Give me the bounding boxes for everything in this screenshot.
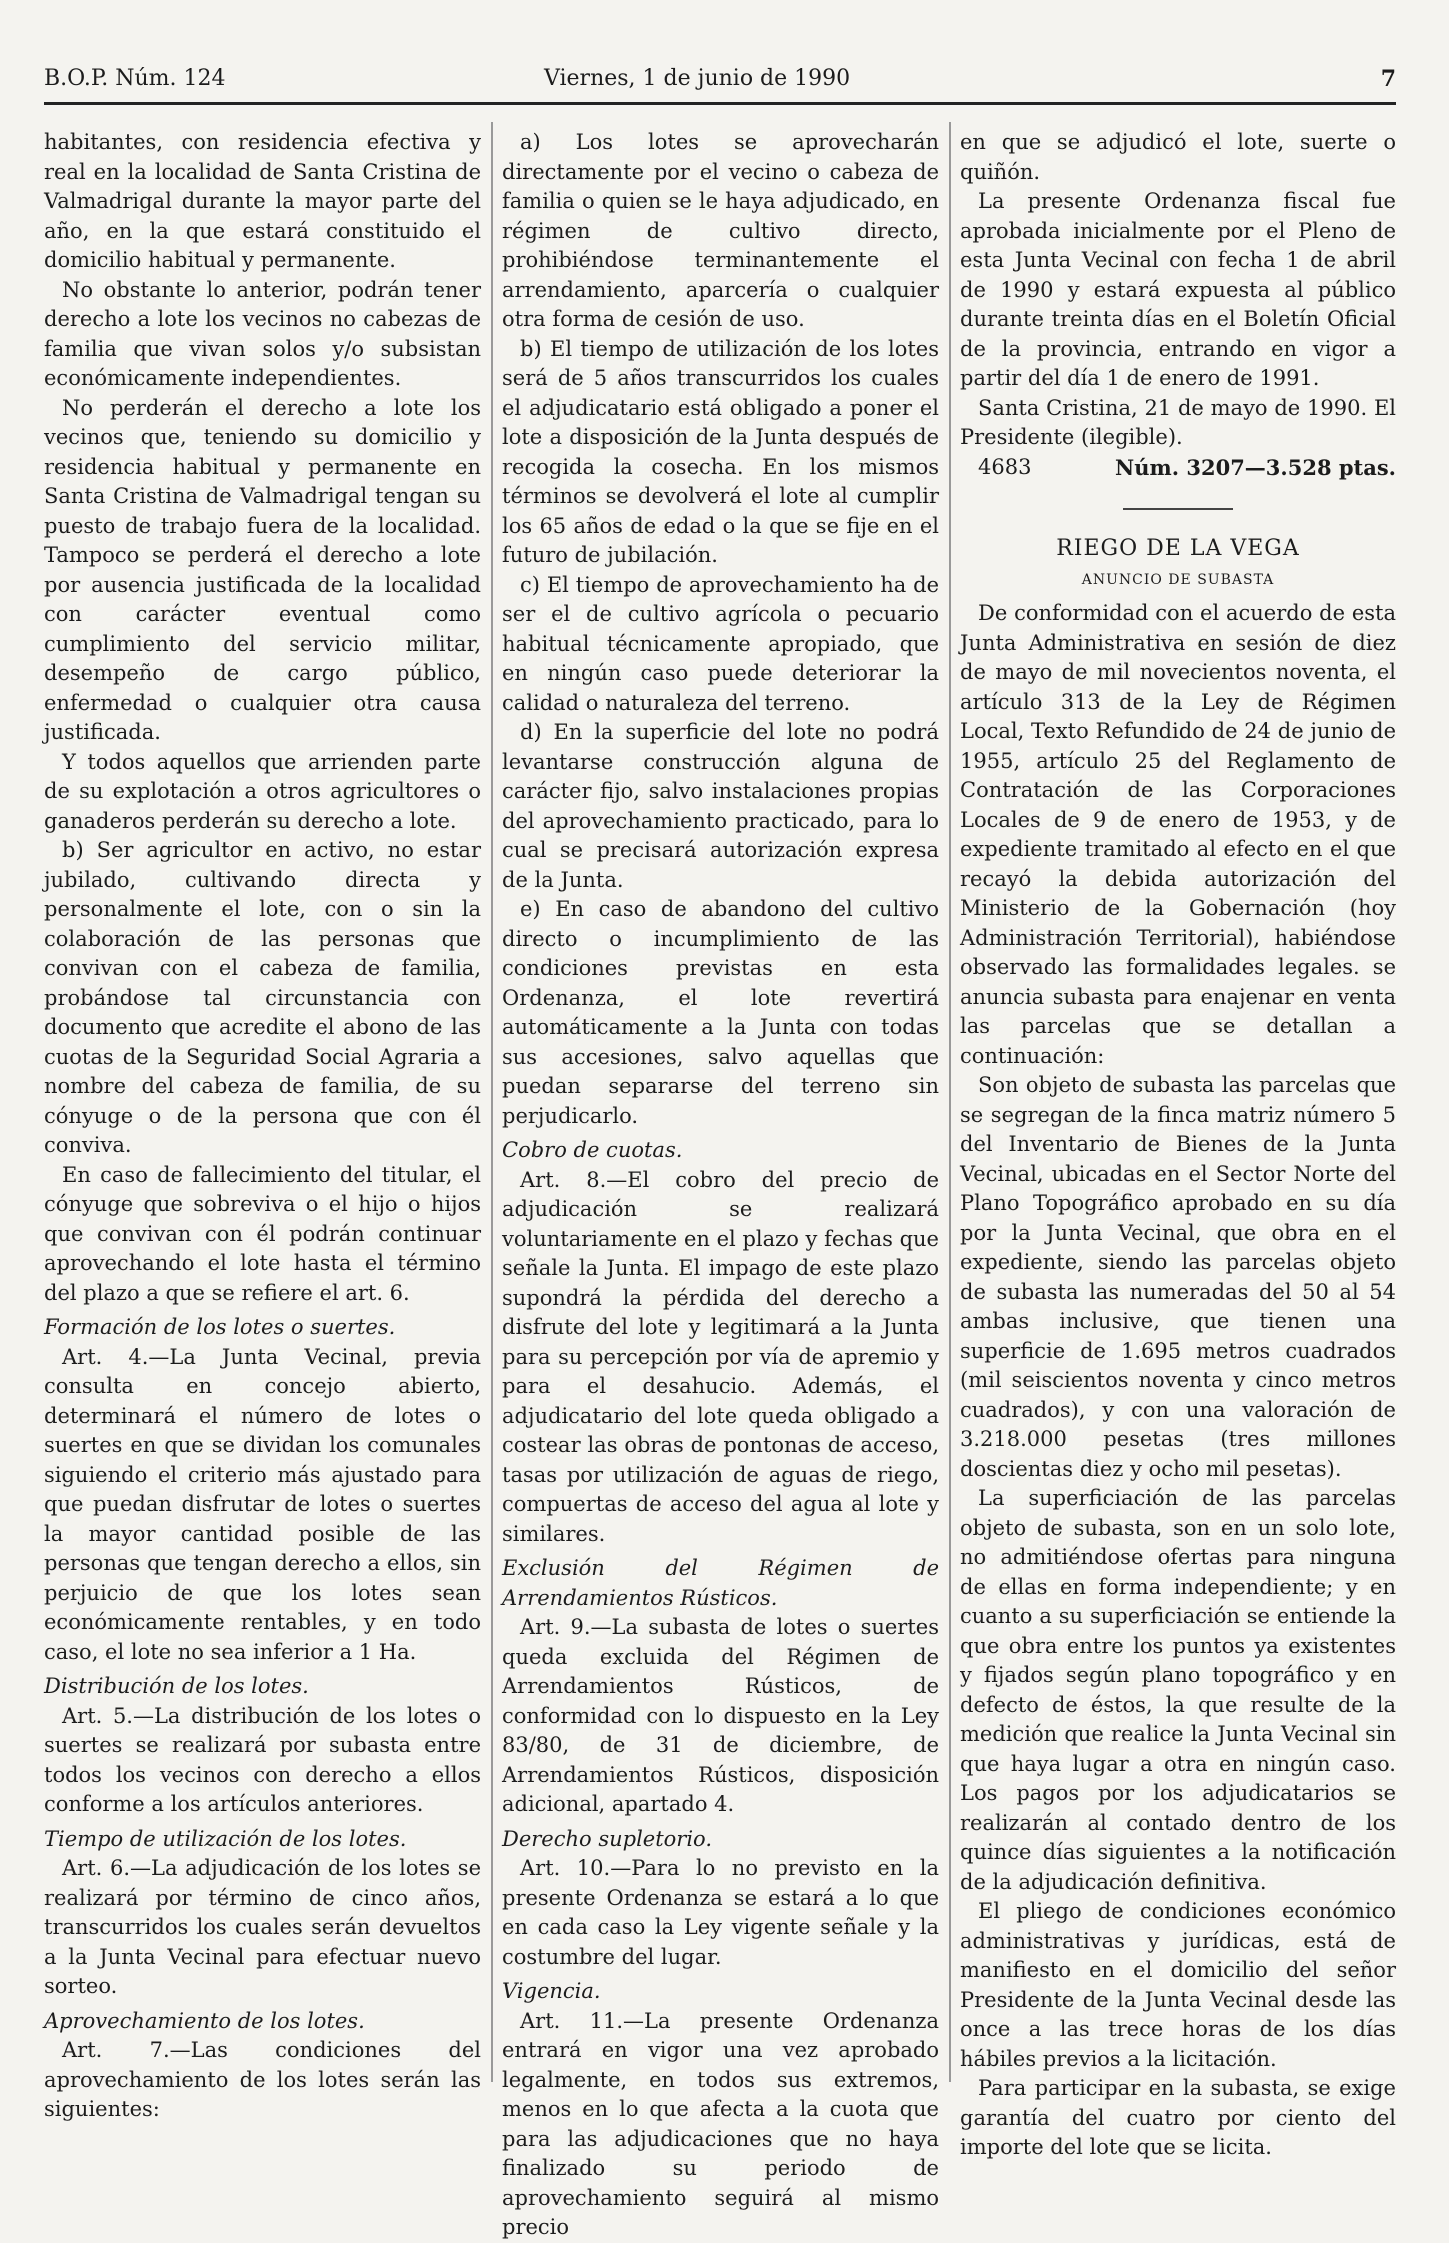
column-divider [491, 122, 493, 2082]
column-3 [960, 128, 1396, 2159]
paragraph: Son objeto de subasta las parcelas que se segregan de la finca matriz número 5 del Inventario de Bienes de la Junta Vecinal, ubicadas en el Sector Norte del Plano Topográfico aprobado en su día por la Junta Vecinal, que obra en el expediente, siendo las parcelas objeto de subasta las numeradas del 50 al 54 ambas inclusive, que tienen una superficie de 1.695 metros cuadrados (mil seiscientos noventa y cinco metros cuadrados), y con una valoración de 3.218.000 pesetas (tres millones doscientas diez y ocho mil pesetas). [960, 1073, 1396, 1481]
section-subtitle: ANUNCIO DE SUBASTA [1081, 571, 1275, 588]
paragraph: Art. 6.—La adjudicación de los lotes se realizará por término de cinco años, transcurridos los cuales serán devueltos a la Junta Vecinal para efectuar nuevo sorteo. [44, 1856, 481, 1998]
section-heading: Cobro de cuotas. [502, 1138, 683, 1162]
paragraph: en que se adjudicó el lote, suerte o quiñón. [960, 130, 1396, 184]
paragraph: La superficiación de las parcelas objeto de subasta, son en un solo lote, no admitiéndose ofertas para ninguna de ellas en forma independiente; y en cuanto a su superficiación se entiende la que obra entre los puntos ya existentes y fijados según plano topográfico y en defecto de éstos, la que resulte de la medición que realice la Junta Vecinal sin que haya lugar a otra en ningún caso. Los pagos por los adjudicatarios se realizarán al contado dentro de los quince días siguientes a la notificación de la adjudicación definitiva. [960, 1486, 1396, 1894]
section-heading: Formación de los lotes o suertes. [44, 1315, 396, 1339]
paragraph: No perderán el derecho a lote los vecinos que, teniendo su domicilio y residencia habitual y permanente en Santa Cristina de Valmadrigal tengan su puesto de trabajo fuera de la localidad. Tampoco se perderá el derecho a lote por ausencia justificada de la localidad con carácter eventual como cumplimiento del servicio militar, desempeño de cargo público, enfermedad o cualquier otra causa justificada. [44, 395, 481, 744]
paragraph: Art. 8.—El cobro del precio de adjudicación se realizará voluntariamente en el plazo y fechas que señale la Junta. El impago de este plazo supondrá la pérdida del derecho a disfrute del lote y legitimará a la Junta para su percepción por vía de apremio y para el desahucio. Además, el adjudicatario del lote queda obligado a costear las obras de pontonas de acceso, tasas por utilización de aguas de riego, compuertas de acceso del agua al lote y similares. [502, 1167, 939, 1546]
paragraph: Art. 10.—Para lo no previsto en la presente Ordenanza se estará a lo que en cada caso la Ley vigente señale y la costumbre del lugar. [502, 1856, 939, 1969]
paragraph: habitantes, con residencia efectiva y real en la localidad de Santa Cristina de Valmadrigal durante la mayor parte del año, en la que estará constituido el domicilio habitual y permanente. [44, 130, 481, 272]
paragraph: Art. 5.—La distribución de los lotes o suertes se realizará por subasta entre todos los vecinos con derecho a ellos conforme a los artículos anteriores. [44, 1703, 481, 1816]
section-heading: Tiempo de utilización de los lotes. [44, 1826, 407, 1851]
paragraph: No obstante lo anterior, podrán tener derecho a lote los vecinos no cabezas de familia que vivan solos y/o subsistan económicamente independientes. [44, 277, 481, 390]
paragraph: a) Los lotes se aprovecharán directamente por el vecino o cabeza de familia o quien se le haya adjudicado, en régimen de cultivo directo, prohibiéndose terminantemente el arrendamiento, aparcería o cualquier otra forma de cesión de uso. [502, 130, 939, 331]
paragraph: Art. 4.—La Junta Vecinal, previa consulta en concejo abierto, determinará el número de lotes o suertes en que se dividan los comunales siguiendo el criterio más ajustado para que puedan disfrutar de lotes o suertes la mayor cantidad posible de las personas que tengan derecho a ellos, sin perjuicio de que los lotes sean económicamente rentables, y en todo caso, el lote no sea inferior a 1 Ha. [44, 1344, 481, 1664]
paragraph: b) Ser agricultor en activo, no estar jubilado, cultivando directa y personalmente el lote, con o sin la colaboración de las personas que convivan con el cabeza de familia, probándose tal circunstancia con documento que acredite el abono de las cuotas de la Seguridad Social Agraria a nombre del cabeza de familia, de su cónyuge o de la persona que con él conviva. [44, 838, 481, 1157]
paragraph: Art. 9.—La subasta de lotes o suertes queda excluida del Régimen de Arrendamientos Rústicos, de conformidad con lo dispuesto en la Ley 83/80, de 31 de diciembre, de Arrendamientos Rústicos, disposición adicional, apartado 4. [502, 1615, 939, 1816]
paragraph: La presente Ordenanza fiscal fue aprobada inicialmente por el Pleno de esta Junta Vecinal con fecha 1 de abril de 1990 y estará expuesta al público durante treinta días en el Boletín Oficial de la provincia, entrando en vigor a partir del día 1 de enero de 1991. [960, 189, 1396, 390]
section-heading: Distribución de los lotes. [44, 1674, 309, 1698]
fee-notice: Núm. 3207—3.528 ptas. [1115, 454, 1396, 480]
column-1 [44, 128, 481, 2121]
paragraph: e) En caso de abandono del cultivo directo o incumplimiento de las condiciones previstas en esta Ordenanza, el lote revertirá automáticamente a la Junta con todas sus accesiones, salvo aquellas que puedan separarse del terreno sin perjudicarlo. [502, 897, 939, 1128]
signature-line: Santa Cristina, 21 de mayo de 1990. El Presidente (ilegible). [960, 395, 1396, 449]
section-divider [1123, 508, 1233, 510]
paragraph: El pliego de condiciones económico administrativas y jurídicas, está de manifiesto en el domicilio del señor Presidente de la Junta Vecinal desde las once a las trece horas de los días hábiles previos a la licitación. [960, 1899, 1396, 2071]
paragraph: En caso de fallecimiento del titular, el cónyuge que sobreviva o el hijo o hijos que convivan con él podrán continuar aprovechando el lote hasta el término del plazo a que se refiere el art. 6. [44, 1162, 481, 1305]
section-heading: Aprovechamiento de los lotes. [44, 2008, 365, 2033]
header-rule [44, 102, 1396, 105]
paragraph: Y todos aquellos que arrienden parte de su explotación a otros agricultores o ganaderos perderán su derecho a lote. [44, 749, 481, 833]
paragraph: d) En la superficie del lote no podrá levantarse construcción alguna de carácter fijo, salvo instalaciones propias del aprovechamiento practicado, para lo cual se precisará autorización expresa de la Junta. [502, 720, 939, 892]
paragraph: Art. 11.—La presente Ordenanza entrará en vigor una vez aprobado legalmente, en todos sus extremos, menos en lo que afecta a la cuota que para las adjudicaciones que no haya finalizado su periodo de aprovechamiento seguirá al mismo precio [502, 2008, 939, 2239]
reference-number: 4683 [978, 454, 1032, 479]
section-heading: Derecho supletorio. [502, 1826, 713, 1851]
page-number: 7 [1380, 66, 1396, 92]
paragraph: c) El tiempo de aprovechamiento ha de ser el de cultivo agrícola o pecuario habitual técnicamente apropiado, que en ningún caso puede deteriorar la calidad o naturaleza del terreno. [502, 572, 939, 715]
paragraph: Art. 7.—Las condiciones del aprovechamiento de los lotes serán las siguientes: [44, 2038, 481, 2121]
column-2 [502, 128, 939, 2239]
section-heading: Vigencia. [502, 1979, 601, 2003]
page-header [44, 60, 1396, 100]
paragraph: Para participar en la subasta, se exige garantía del cuatro por ciento del importe del lote que se licita. [960, 2076, 1396, 2159]
paragraph: De conformidad con el acuerdo de esta Junta Administrativa en sesión de diez de mayo de mil novecientos noventa, el artículo 313 de la Ley de Régimen Local, Texto Refundido de 24 de junio de 1955, artículo 25 del Reglamento de Contratación de las Corporaciones Locales de 9 de enero de 1953, y de expediente tramitado al efecto en el que recayó la debida autorización del Ministerio de la Gobernación (hoy Administración Territorial), habiéndose observado las formalidades legales. se anuncia subasta para enajenar en venta las parcelas que se detallan a continuación: [960, 601, 1396, 1068]
reference-line [960, 453, 1396, 483]
issue-date: Viernes, 1 de junio de 1990 [544, 66, 851, 91]
bulletin-issue: B.O.P. Núm. 124 [44, 66, 226, 91]
column-divider [949, 122, 951, 2082]
section-title: RIEGO DE LA VEGA [1056, 536, 1300, 561]
section-heading: Exclusión del Régimen de Arrendamientos Rústicos. [502, 1556, 939, 1610]
paragraph: b) El tiempo de utilización de los lotes será de 5 años transcurridos los cuales el adjudicatario está obligado a poner el lote a disposición de la Junta después de recogida la cosecha. En los mismos términos se devolverá el lote al cumplir los 65 años de edad o la que se fije en el futuro de jubilación. [502, 336, 939, 567]
